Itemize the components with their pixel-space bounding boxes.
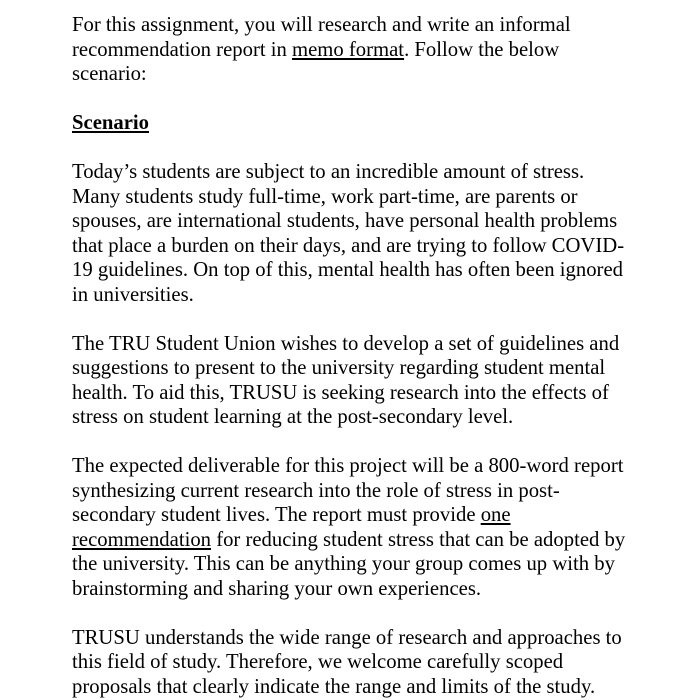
one-recommendation-emphasis: one recommendation <box>72 504 511 551</box>
paragraph-trusu-guidelines: The TRU Student Union wishes to develop a set of guidelines and suggestions to present to the university regarding student mental health. To aid this, TRUSU is seeking research into the effects of stress on student learning at the post-secondary level. <box>72 332 620 428</box>
document-page <box>72 13 632 699</box>
deliverable-text-start: The expected deliverable for this project will be a 800-word report synthesizing current research into the role of stress in post-secondary student lives. The report must provide <box>72 455 624 526</box>
paragraph-stress: Today’s students are subject to an incredible amount of stress. Many students study full-time, work part-time, are parents or spouses, are international students, have personal health problems that place a burden on their days, and are trying to follow COVID-19 guidelines. On top of this, mental health has often been ignored in universities. <box>72 161 625 306</box>
intro-paragraph <box>72 13 632 87</box>
scenario-heading: Scenario <box>72 112 149 134</box>
intro-text-start: For this assignment, you will research and write an informal recommendation report in <box>72 14 571 61</box>
intro-text-end: . Follow the below scenario: <box>72 38 560 85</box>
paragraph-deliverable <box>72 454 632 601</box>
deliverable-text-end: for reducing student stress that can be adopted by the university. This can be anything your group comes up with by brainstorming and sharing your own experiences. <box>72 528 626 600</box>
memo-format-link[interactable]: memo format <box>292 38 405 61</box>
paragraph-scope: TRUSU understands the wide range of research and approaches to this field of study. Therefore, we welcome carefully scoped proposals that clearly indicate the range and limits of the study. <box>72 626 622 698</box>
